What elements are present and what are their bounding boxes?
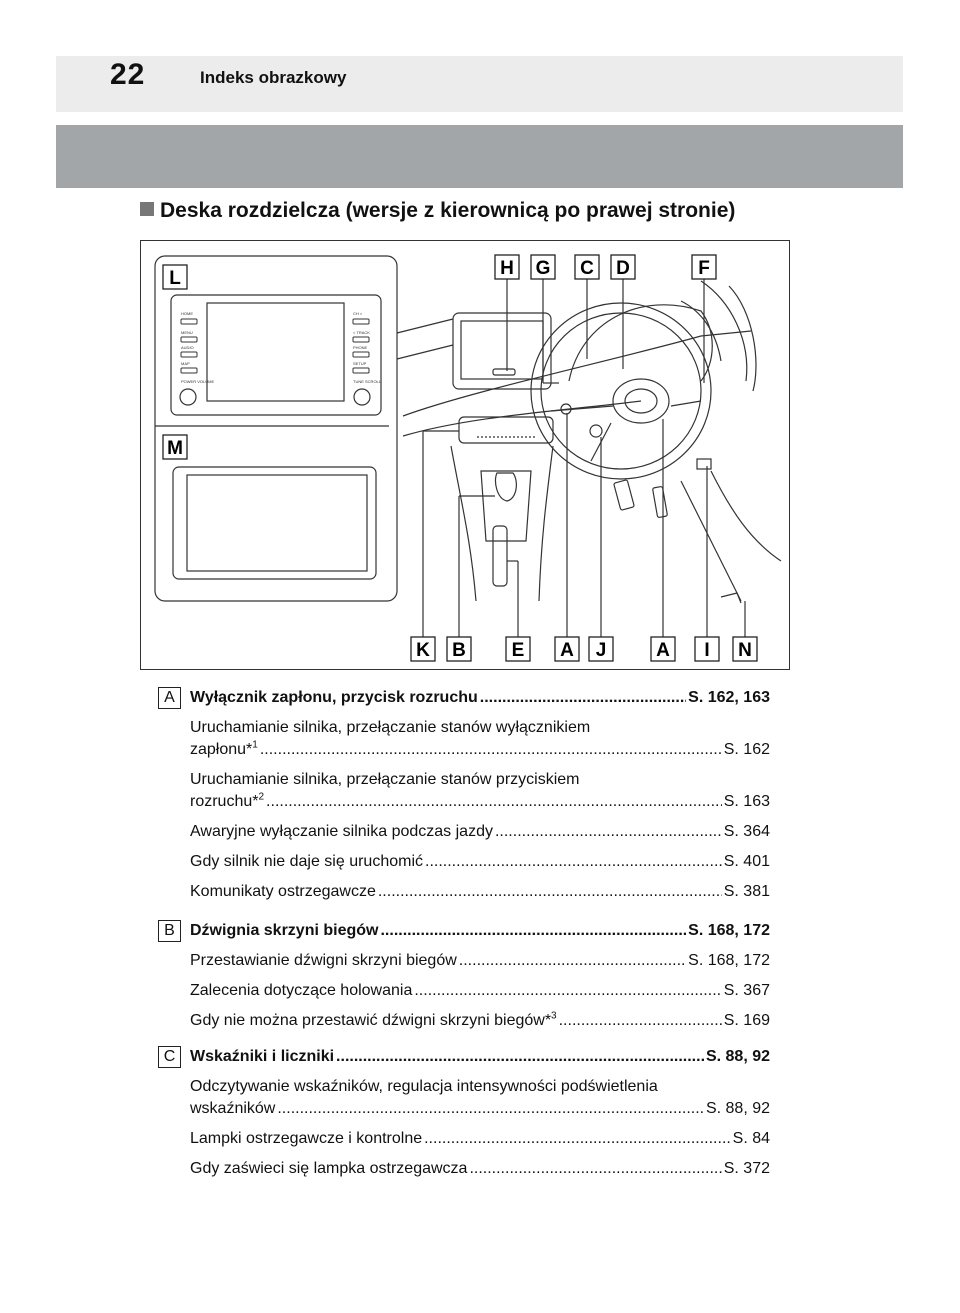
callout-top-4 [692,255,716,279]
radio-unit-l [171,295,381,415]
callout-bottom-2 [506,637,530,661]
leader-dots [424,1128,731,1150]
entry-a [158,687,770,903]
entry-item-text [190,739,258,761]
leader-dots [260,739,722,761]
callout-bottom-4 [589,637,613,661]
callout-top-3-text: D [616,258,630,279]
callout-bottom-3-text: A [560,640,574,661]
callout-bottom-5 [651,637,675,661]
entry-item-label: Awaryjne wyłączanie silnika podczas jazdy [190,823,493,840]
entry-item-text [190,821,493,843]
page-header-bar [56,56,903,112]
entry-item [158,881,770,903]
section-title-text: Deska rozdzielcza (wersje z kierownicą po prawej stronie) [160,199,736,222]
radio-label-r3: SETUP [353,361,367,366]
entry-item-line1: Uruchamianie silnika, przełączanie stanów przyciskiem [190,771,580,788]
entry-item-row [158,791,770,813]
callout-bottom-2-text: E [511,640,525,661]
entry-item [158,980,770,1002]
inset-label-m-text: M [167,438,183,459]
entry-item-row [158,980,770,1002]
radio-label-l0: HOME [181,311,193,316]
dashboard-figure [140,240,790,670]
entry-title: Wyłącznik zapłonu, przycisk rozruchu [190,689,478,706]
entry-item-ref: S. 163 [723,793,770,810]
entry-item-label: Gdy silnik nie daje się uruchomić [190,853,423,870]
entry-item-text [190,851,423,873]
leader-dots [414,980,721,1002]
entry-title-row [158,1046,770,1068]
center-screen-display [461,321,543,379]
square-bullet-icon [140,202,154,216]
entry-item-ref: S. 84 [732,1130,770,1147]
entry-item [158,717,770,761]
inset-label-l [163,265,187,289]
steering-wheel [531,303,711,479]
entry-item [158,1076,770,1120]
callout-top-2 [575,255,599,279]
entry-item-row [158,851,770,873]
entry-item-row [158,1128,770,1150]
inset-panel [155,256,397,601]
leader-dots [266,791,722,813]
callout-bottom-7-text: N [738,640,752,661]
callout-bottom-6-text: I [704,640,710,661]
entry-item-ref: S. 169 [723,1012,770,1029]
leader-dots [277,1098,704,1120]
radio-label-r1: < TRACK [353,330,370,335]
entry-badge: B [158,920,181,942]
entry-item [158,851,770,873]
entry-item [158,1158,770,1180]
entry-item-ref: S. 364 [723,823,770,840]
entry-item-line1: Odczytywanie wskaźników, regulacja intensywności podświetlenia [190,1078,658,1095]
entry-item [158,821,770,843]
radio-label-l4: POWER VOLUME [181,379,215,384]
entry-item-text [190,950,457,972]
parking-brake [493,526,507,586]
radio-label-r0: CH > [353,311,363,316]
entry-item-text [190,980,412,1002]
entry-title-row [158,687,770,709]
entry-item-label: Komunikaty ostrzegawcze [190,883,376,900]
entry-item-text [190,1098,275,1120]
leader-dots [480,687,686,709]
leader-dots [380,920,686,942]
leader-dots [425,851,722,873]
entry-item-row [158,1098,770,1120]
accelerator-pedal [652,486,667,517]
entry-item-line1: Uruchamianie silnika, przełączanie stanów wyłącznikiem [190,719,591,736]
inset-label-m [163,435,187,459]
section-title [140,199,735,223]
radio-screen-l [207,303,344,401]
entry-item [158,769,770,813]
callout-top-1-text: G [535,258,551,279]
entry-ref: S. 88, 92 [705,1048,770,1065]
page-number: 22 [110,58,146,91]
callout-top-0-text: H [500,258,514,279]
entry-item [158,1128,770,1150]
brake-pedal [614,480,635,511]
leader-dots [559,1010,722,1032]
callout-top-1 [531,255,555,279]
entry-item-label: wskaźników [190,1100,276,1117]
tune-scroll-knob [354,389,370,405]
callout-bottom-6 [695,637,719,661]
entry-badge: A [158,687,181,709]
entry-item-text [190,881,376,903]
entry-item-ref: S. 168, 172 [688,952,770,969]
callout-top-0 [495,255,519,279]
callout-bottom-5-text: A [656,640,670,661]
entry-badge: C [158,1046,181,1068]
footnote-mark: 2 [258,791,265,803]
entry-item [158,950,770,972]
entry-c [158,1046,770,1180]
entry-item-ref: S. 162 [723,741,770,758]
dashboard-illustration [141,241,791,671]
leader-dots [495,821,722,843]
entry-item-text [190,1128,422,1150]
callout-bottom-7 [733,637,757,661]
entry-title: Dźwignia skrzyni biegów [190,922,379,939]
entry-item-ref: S. 401 [723,853,770,870]
entry-item-label: Gdy zaświeci się lampka ostrzegawcza [190,1160,468,1177]
callout-bottom-3 [555,637,579,661]
entry-item-text [190,1158,467,1180]
callout-top-4-text: F [698,258,710,279]
radio-label-l1: MENU [181,330,193,335]
radio-label-r2: PHONE [353,345,368,350]
gray-band [56,125,903,188]
power-volume-knob [180,389,196,405]
entry-item [158,1010,770,1032]
display-screen-m [187,475,367,571]
entry-item-label: zapłonu* [190,741,253,758]
entry-item-row [158,881,770,903]
entry-ref: S. 168, 172 [688,922,770,939]
callout-top-3 [611,255,635,279]
entry-item-ref: S. 88, 92 [705,1100,770,1117]
entry-b [158,920,770,1032]
footnote-mark: 3 [551,1010,557,1022]
callout-top-2-text: C [580,258,594,279]
entry-item-text [190,791,264,813]
entry-item-row [158,1158,770,1180]
radio-labels [181,311,382,384]
shift-lever [495,473,516,501]
entry-item-label: Lampki ostrzegawcze i kontrolne [190,1130,423,1147]
display-unit-m [173,467,376,579]
page-header-title: Indeks obrazkowy [200,68,347,87]
inset-label-l-text: L [169,268,181,289]
entry-item-label: rozruchu* [190,793,259,810]
entry-item-row [158,1010,770,1032]
callout-bottom-0-text: K [416,640,430,661]
entry-item-ref: S. 381 [723,883,770,900]
callout-bottom-4-text: J [595,640,607,661]
entry-item-label: Zalecenia dotyczące holowania [190,982,413,999]
leader-dots [459,950,686,972]
leader-dots [469,1158,721,1180]
entry-title-row [158,920,770,942]
entry-item-label: Przestawianie dźwigni skrzyni biegów [190,952,457,969]
entry-item-ref: S. 372 [723,1160,770,1177]
callout-bottom-0 [411,637,435,661]
entry-item-ref: S. 367 [723,982,770,999]
radio-label-r4: TUNE SCROLL [353,379,382,384]
callout-bottom-1 [447,637,471,661]
entry-item-row [158,821,770,843]
entry-title: Wskaźniki i liczniki [190,1048,335,1065]
leader-dots [378,881,722,903]
entry-item-row [158,739,770,761]
leader-dots [336,1046,704,1068]
entry-item-row [158,950,770,972]
callout-bottom-1-text: B [452,640,466,661]
entry-ref: S. 162, 163 [688,689,770,706]
radio-label-l2: AUDIO [181,345,194,350]
entry-item-text [190,1010,557,1032]
radio-label-l3: MAP [181,361,190,366]
footnote-mark: 1 [252,739,258,751]
entry-item-label: Gdy nie można przestawić dźwigni skrzyni biegów* [190,1012,552,1029]
